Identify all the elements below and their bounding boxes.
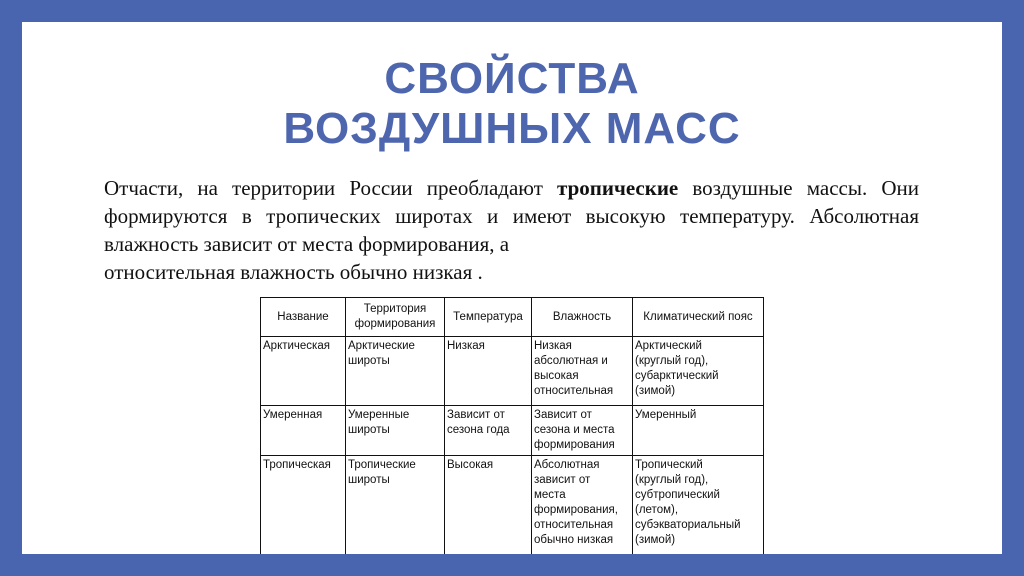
cell-line: Низкая bbox=[534, 340, 572, 352]
header-climate-belt: Климатический пояс bbox=[633, 298, 764, 337]
slide bbox=[22, 22, 1002, 554]
cell-line: формирования, bbox=[534, 504, 618, 516]
cell-line: субэкваториальный bbox=[635, 519, 741, 531]
cell-line: Абсолютная bbox=[534, 459, 600, 471]
cell-humidity bbox=[532, 456, 633, 555]
cell-line: сезона и места bbox=[534, 424, 615, 436]
slide-title bbox=[22, 54, 1002, 154]
paragraph-last-line: относительная влажность обычно низкая . bbox=[104, 260, 483, 284]
cell-line: (зимой) bbox=[635, 534, 676, 546]
body-paragraph bbox=[104, 174, 919, 286]
cell-line: (летом), bbox=[635, 504, 679, 516]
cell-territory: Умеренные широты bbox=[346, 406, 445, 456]
cell-line: Умеренный bbox=[635, 409, 697, 421]
title-line-2: ВОЗДУШНЫХ МАСС bbox=[283, 104, 741, 153]
cell-climate-belt bbox=[633, 406, 764, 456]
header-temperature: Температура bbox=[445, 298, 532, 337]
cell-line: Арктический bbox=[635, 340, 702, 352]
header-territory: Территория формирования bbox=[346, 298, 445, 337]
cell-line: субарктический bbox=[635, 370, 719, 382]
table-header-row bbox=[261, 298, 764, 337]
header-name: Название bbox=[261, 298, 346, 337]
cell-climate-belt bbox=[633, 337, 764, 406]
paragraph-part-2: воздушные массы. Они формируются в тропических широтах и имеют высокую температуру. Абсолютная влажность зависит от места формирования, а bbox=[104, 176, 920, 256]
cell-temperature: Зависит от сезона года bbox=[445, 406, 532, 456]
paragraph-bold-word: тропические bbox=[557, 176, 679, 200]
title-line-1: СВОЙСТВА bbox=[384, 54, 640, 103]
table-row bbox=[261, 456, 764, 555]
cell-temperature: Высокая bbox=[445, 456, 532, 555]
header-humidity: Влажность bbox=[532, 298, 633, 337]
cell-climate-belt bbox=[633, 456, 764, 555]
cell-line: (круглый год), bbox=[635, 355, 709, 367]
cell-line: обычно низкая bbox=[534, 534, 614, 546]
cell-line: зависит от bbox=[534, 474, 591, 486]
cell-line: (зимой) bbox=[635, 385, 676, 397]
cell-line: формирования bbox=[534, 439, 615, 451]
cell-name: Тропическая bbox=[261, 456, 346, 555]
cell-line: относительная bbox=[534, 385, 614, 397]
cell-territory: Арктические широты bbox=[346, 337, 445, 406]
cell-line: относительная bbox=[534, 519, 614, 531]
cell-line: высокая bbox=[534, 370, 579, 382]
cell-line: Зависит от bbox=[534, 409, 592, 421]
table-row bbox=[261, 337, 764, 406]
cell-territory: Тропические широты bbox=[346, 456, 445, 555]
cell-line: (круглый год), bbox=[635, 474, 709, 486]
cell-line: субтропический bbox=[635, 489, 720, 501]
cell-line: места bbox=[534, 489, 566, 501]
table-row bbox=[261, 406, 764, 456]
cell-line: абсолютная и bbox=[534, 355, 608, 367]
cell-temperature: Низкая bbox=[445, 337, 532, 406]
cell-name: Умеренная bbox=[261, 406, 346, 456]
cell-line: Тропический bbox=[635, 459, 703, 471]
paragraph-part-1: Отчасти, на территории России преобладают bbox=[104, 176, 558, 200]
cell-humidity bbox=[532, 337, 633, 406]
cell-name: Арктическая bbox=[261, 337, 346, 406]
air-mass-properties-table bbox=[260, 297, 764, 554]
cell-humidity bbox=[532, 406, 633, 456]
